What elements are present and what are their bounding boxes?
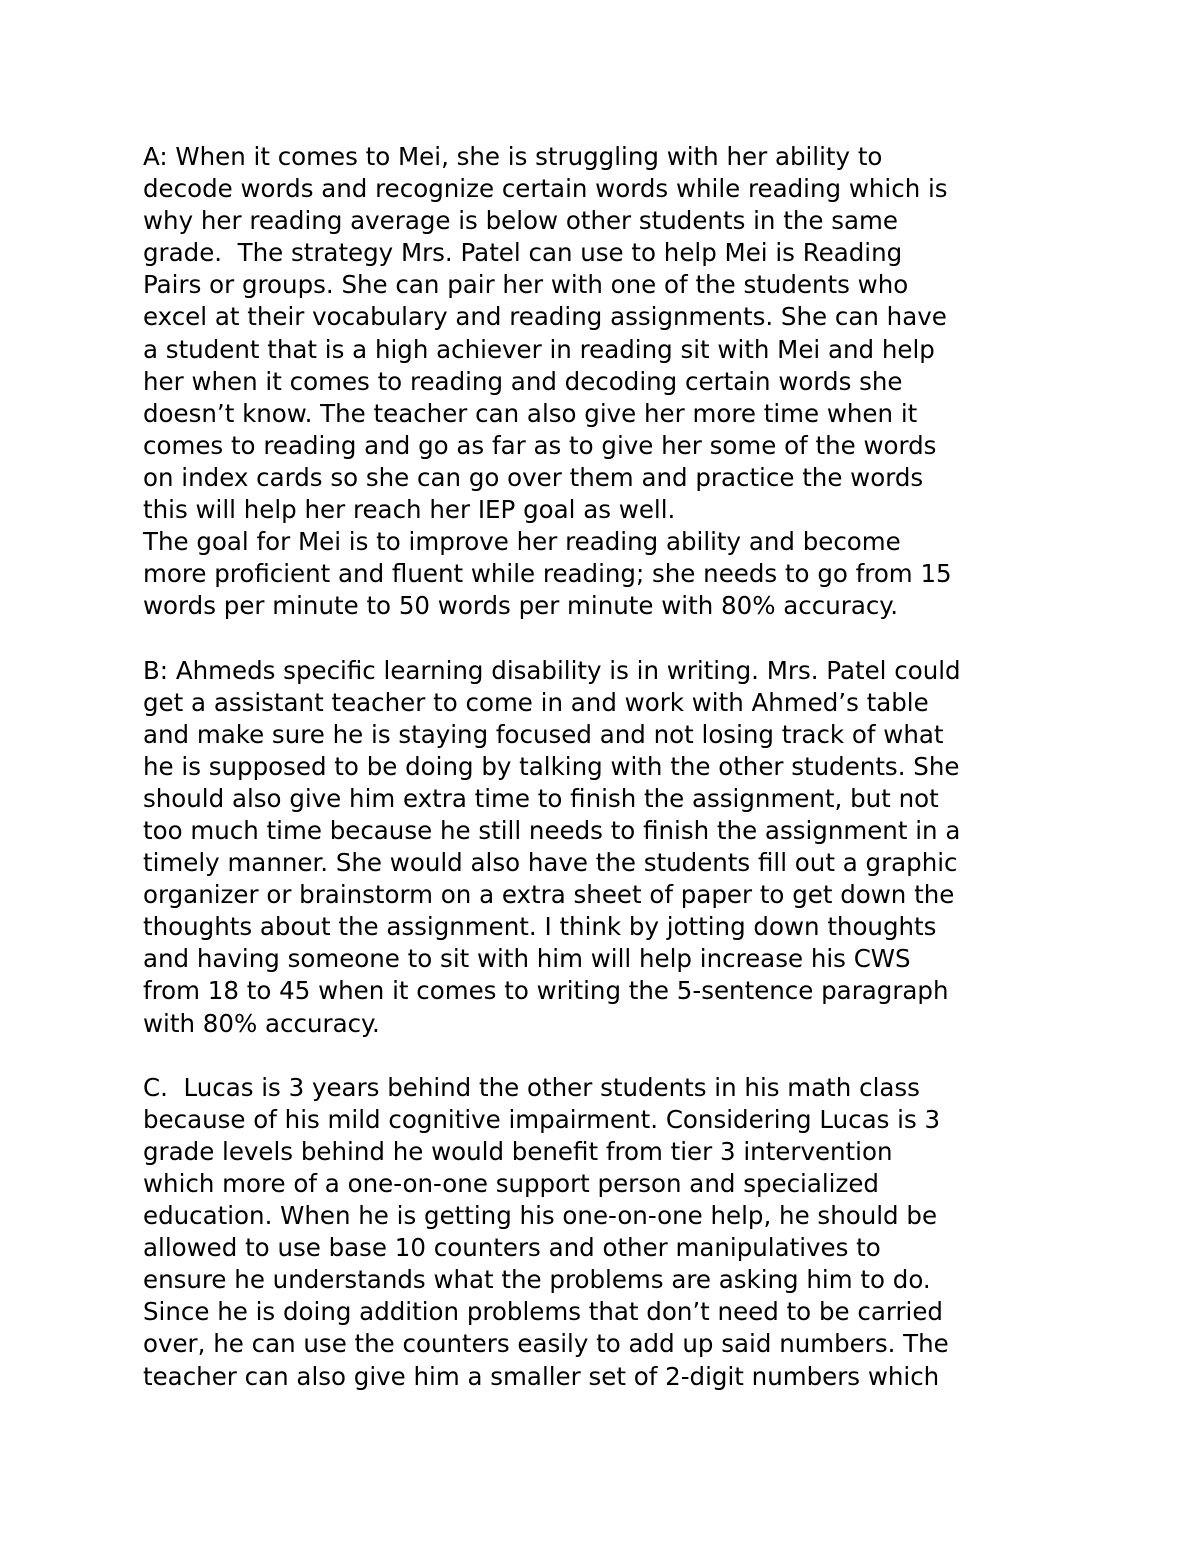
paragraph-spacer [143,1040,1083,1072]
text-line: allowed to use base 10 counters and other manipulatives to [143,1233,881,1263]
text-line: education. When he is getting his one-on-one help, he should be [143,1201,938,1231]
text-line: over, he can use the counters easily to add up said numbers. The [143,1329,949,1359]
text-line: organizer or brainstorm on a extra sheet of paper to get down the [143,880,955,910]
text-line: thoughts about the assignment. I think by jotting down thoughts [143,912,937,942]
document-body [143,141,1083,1393]
text-line: too much time because he still needs to finish the assignment in a [143,815,961,845]
text-line: get a assistant teacher to come in and work with Ahmed’s table [143,687,929,717]
text-line: from 18 to 45 when it comes to writing the 5-sentence paragraph [143,976,949,1006]
text-line: excel at their vocabulary and reading assignments. She can have [143,302,947,332]
text-line: and having someone to sit with him will help increase his CWS [143,944,911,974]
text-line: The goal for Mei is to improve her reading ability and become [143,527,901,557]
text-line: timely manner. She would also have the students fill out a graphic [143,848,958,878]
text-line: A: When it comes to Mei, she is struggling with her ability to [143,142,883,171]
text-line: this will help her reach her IEP goal as well. [143,495,676,525]
section-a-paragraph [143,141,1083,622]
text-line: because of his mild cognitive impairment. Considering Lucas is 3 [143,1104,941,1134]
text-line: decode words and recognize certain words while reading which is [143,174,948,204]
text-line: and make sure he is staying focused and not losing track of what [143,719,944,749]
text-line: grade. The strategy Mrs. Patel can use to help Mei is Reading [143,238,903,268]
text-line: ensure he understands what the problems are asking him to do. [143,1265,931,1295]
text-line: Pairs or groups. She can pair her with one of the students who [143,270,909,300]
text-line: B: Ahmeds specific learning disability is in writing. Mrs. Patel could [143,655,961,685]
text-line: words per minute to 50 words per minute with 80% accuracy. [143,591,899,621]
text-line: grade levels behind he would benefit from tier 3 intervention [143,1136,893,1166]
text-line: should also give him extra time to finish the assignment, but not [143,783,939,813]
text-line: Since he is doing addition problems that don’t need to be carried [143,1297,943,1327]
text-line: he is supposed to be doing by talking with the other students. She [143,751,960,781]
text-line: comes to reading and go as far as to give her some of the words [143,430,937,460]
text-line: which more of a one-on-one support person and specialized [143,1169,879,1198]
text-line: C. Lucas is 3 years behind the other students in his math class [143,1072,920,1102]
text-line: more proficient and fluent while reading; she needs to go from 15 [143,559,952,589]
text-line: teacher can also give him a smaller set of 2-digit numbers which [143,1361,940,1391]
text-line: with 80% accuracy. [143,1008,380,1038]
text-line: why her reading average is below other students in the same [143,206,898,236]
section-c-paragraph [143,1072,1083,1393]
paragraph-spacer [143,622,1083,654]
section-b-paragraph [143,655,1083,1040]
text-line: her when it comes to reading and decoding certain words she [143,366,903,396]
text-line: on index cards so she can go over them and practice the words [143,462,924,492]
text-line: doesn’t know. The teacher can also give her more time when it [143,398,918,428]
text-line: a student that is a high achiever in reading sit with Mei and help [143,334,935,364]
